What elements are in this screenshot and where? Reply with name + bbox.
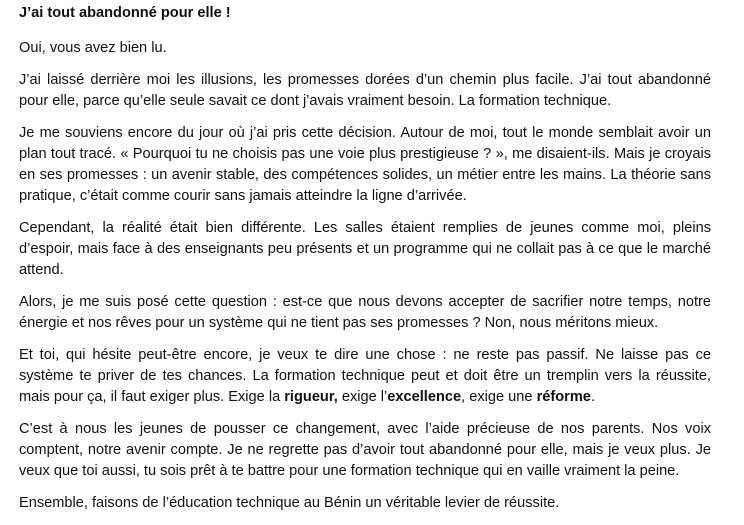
paragraph-1: Oui, vous avez bien lu.: [19, 40, 167, 56]
bold-word-excellence: excellence: [387, 389, 462, 405]
document-title: J’ai tout abandonné pour elle !: [19, 5, 231, 21]
paragraph-6-text-mid-2: , exige une: [461, 389, 537, 405]
paragraph-5: Alors, je me suis posé cette question : est-ce que nous devons accepter de sacrifier notre temps, notre énergie et nos rêves pour un système qui ne tient pas ses promesses ? Non, nous méritons mieux.: [19, 294, 711, 331]
paragraph-3: Je me souviens encore du jour où j’ai pris cette décision. Autour de moi, tout le monde semblait avoir un plan tout tracé. « Pourquoi tu ne choisis pas une voie plus prestigieuse ? », me disaient-ils. Mais je croyais en ses promesses : un avenir stable, des compétences solides, un métier entre les mains. La théorie sans pratique, c’était comme courir sans jamais atteindre la ligne d’arrivée.: [19, 125, 711, 204]
paragraph-6-text-mid-1: exige l’: [337, 389, 388, 405]
paragraph-6: [19, 345, 711, 408]
paragraph-7: C’est à nous les jeunes de pousser ce changement, avec l’aide précieuse de nos parents. Nos voix comptent, notre avenir compte. Je ne regrette pas d’avoir tout abandonné pour elle, mais je veux plus. Je veux que toi aussi, tu sois prêt à te battre pour une formation technique qui en vaille vraiment la peine.: [19, 421, 711, 479]
document-page: [19, 0, 711, 525]
paragraph-2: J’ai laissé derrière moi les illusions, les promesses dorées d’un chemin plus facile. J’ai tout abandonné pour elle, parce qu’elle seule savait ce dont j’avais vraiment besoin. La formation technique.: [19, 72, 711, 109]
paragraph-6-text-before: Et toi, qui hésite peut-être encore, je veux te dire une chose : ne reste pas passif. Ne laisse pas ce système te priver de tes chances. La formation technique peut et doit être un tremplin vers la réussite, mais pour ça, il faut exiger plus. Exige la: [19, 347, 711, 405]
bold-word-rigueur: rigueur,: [284, 389, 338, 405]
paragraph-8: Ensemble, faisons de l’éducation technique au Bénin un véritable levier de réussite.: [19, 495, 560, 511]
paragraph-6-text-end: .: [590, 389, 595, 405]
bold-word-reforme: réforme: [536, 389, 591, 405]
paragraph-4: Cependant, la réalité était bien différente. Les salles étaient remplies de jeunes comme moi, pleins d’espoir, mais face à des enseignants peu présents et un programme qui ne collait pas à ce que le marché attend.: [19, 220, 711, 278]
